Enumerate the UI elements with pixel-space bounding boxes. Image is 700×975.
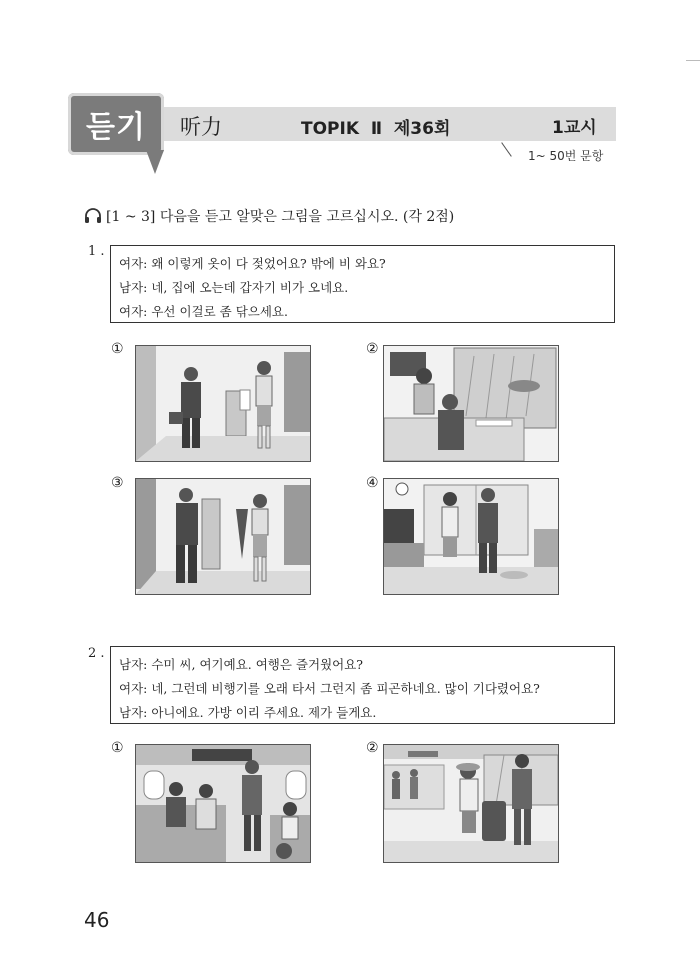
dialogue-line: 여자: 네, 그런데 비행기를 오래 타서 그런지 좀 피곤하네요. 많이 기다렸어요? (119, 681, 540, 696)
session-label: 1교시 (552, 118, 597, 138)
exam-title: TOPIK Ⅱ 제36회 (301, 119, 451, 139)
subject-label: 听力 (180, 115, 222, 139)
crop-mark (686, 60, 700, 61)
option-1-illustration[interactable] (135, 345, 311, 462)
dialogue-line: 남자: 수미 씨, 여기예요. 여행은 즐거웠어요? (119, 657, 364, 672)
q2-option-1-label: ① (111, 740, 124, 756)
option-4-label: ④ (366, 475, 379, 491)
question-range: 1~ 50번 문항 (528, 149, 604, 163)
dialogue-line: 여자: 우선 이걸로 좀 닦으세요. (119, 304, 288, 319)
dialogue-line: 여자: 왜 이렇게 옷이 다 젖었어요? 밖에 비 와요? (119, 256, 386, 271)
question-2-number: 2 . (88, 646, 105, 661)
instruction (84, 206, 454, 226)
q2-option-2-illustration[interactable] (383, 744, 559, 863)
option-2-label: ② (366, 341, 379, 357)
q2-option-2-label: ② (366, 740, 379, 756)
page-number: 46 (84, 908, 110, 932)
question-2-dialogue (110, 646, 615, 724)
option-3-label: ③ (111, 475, 124, 491)
instruction-text: [1 ~ 3] 다음을 듣고 알맞은 그림을 고르십시오. (각 2점) (106, 209, 455, 225)
question-1-dialogue (110, 245, 615, 323)
q2-option-1-illustration[interactable] (135, 744, 311, 863)
range-divider (501, 142, 512, 156)
option-1-label: ① (111, 341, 124, 357)
dialogue-line: 남자: 네, 집에 오는데 갑자기 비가 오네요. (119, 280, 349, 295)
dialogue-line: 남자: 아니에요. 가방 이리 주세요. 제가 들게요. (119, 705, 377, 720)
option-2-illustration[interactable] (383, 345, 559, 462)
question-1-number: 1 . (88, 244, 105, 259)
section-tag-label: 듣기 (86, 110, 146, 145)
option-3-illustration[interactable] (135, 478, 311, 595)
headphones-icon (84, 208, 102, 224)
option-4-illustration[interactable] (383, 478, 559, 595)
